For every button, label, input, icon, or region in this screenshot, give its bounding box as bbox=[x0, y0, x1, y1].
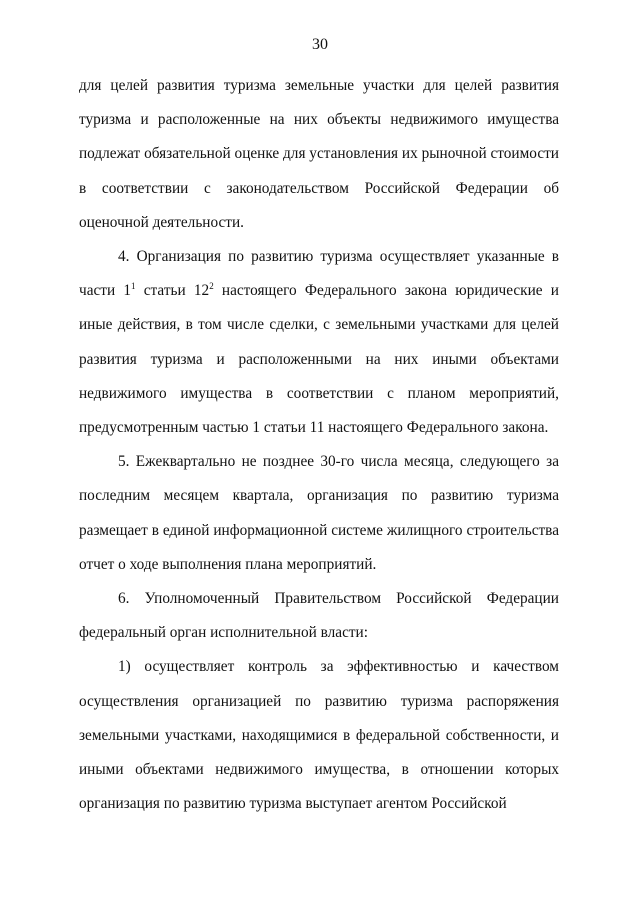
document-body bbox=[79, 69, 559, 821]
page-number: 30 bbox=[312, 36, 328, 53]
paragraph-item-5: 5. Ежеквартально не позднее 30-го числа месяца, следующего за последним месяцем квартала, организация по развитию туризма размещает в единой информационной системе жилищного строительства отчет о ходе выполнения плана мероприятий. bbox=[79, 453, 559, 573]
paragraph-item-6: 6. Уполномоченный Правительством Российской Федерации федеральный орган исполнительной власти: bbox=[79, 590, 559, 642]
superscript-2: 2 bbox=[209, 281, 214, 292]
paragraph-item-4 bbox=[79, 240, 559, 445]
paragraph-subitem-1: 1) осуществляет контроль за эффективностью и качеством осуществления организацией по развитию туризма распоряжения земельными участками, находящимися в федеральной собственности, и иными объектами недвижимого имущества, в отношении которых организация по развитию туризма выступает агентом Российской bbox=[79, 658, 559, 813]
paragraph-item-4-text-b: статьи 12 bbox=[135, 282, 210, 300]
superscript-1: 1 bbox=[131, 281, 136, 292]
paragraph-item-4-text-a: 4. Организация по развитию туризма осуществляет указанные в части 1 bbox=[79, 248, 559, 300]
paragraph-continuation: для целей развития туризма земельные участки для целей развития туризма и расположенные на них объекты недвижимого имущества подлежат обязательной оценке для установления их рыночной стоимости в соответствии с законодательством Российской Федерации об оценочной деятельности. bbox=[79, 77, 559, 231]
paragraph-item-4-text-c: настоящего Федерального закона юридические и иные действия, в том числе сделки, с земельными участками для целей развития туризма и расположенными на них иными объектами недвижимого имущества в соответствии с планом мероприятий, предусмотренным частью 1 статьи 11 настоящего Федерального закона. bbox=[79, 282, 559, 437]
